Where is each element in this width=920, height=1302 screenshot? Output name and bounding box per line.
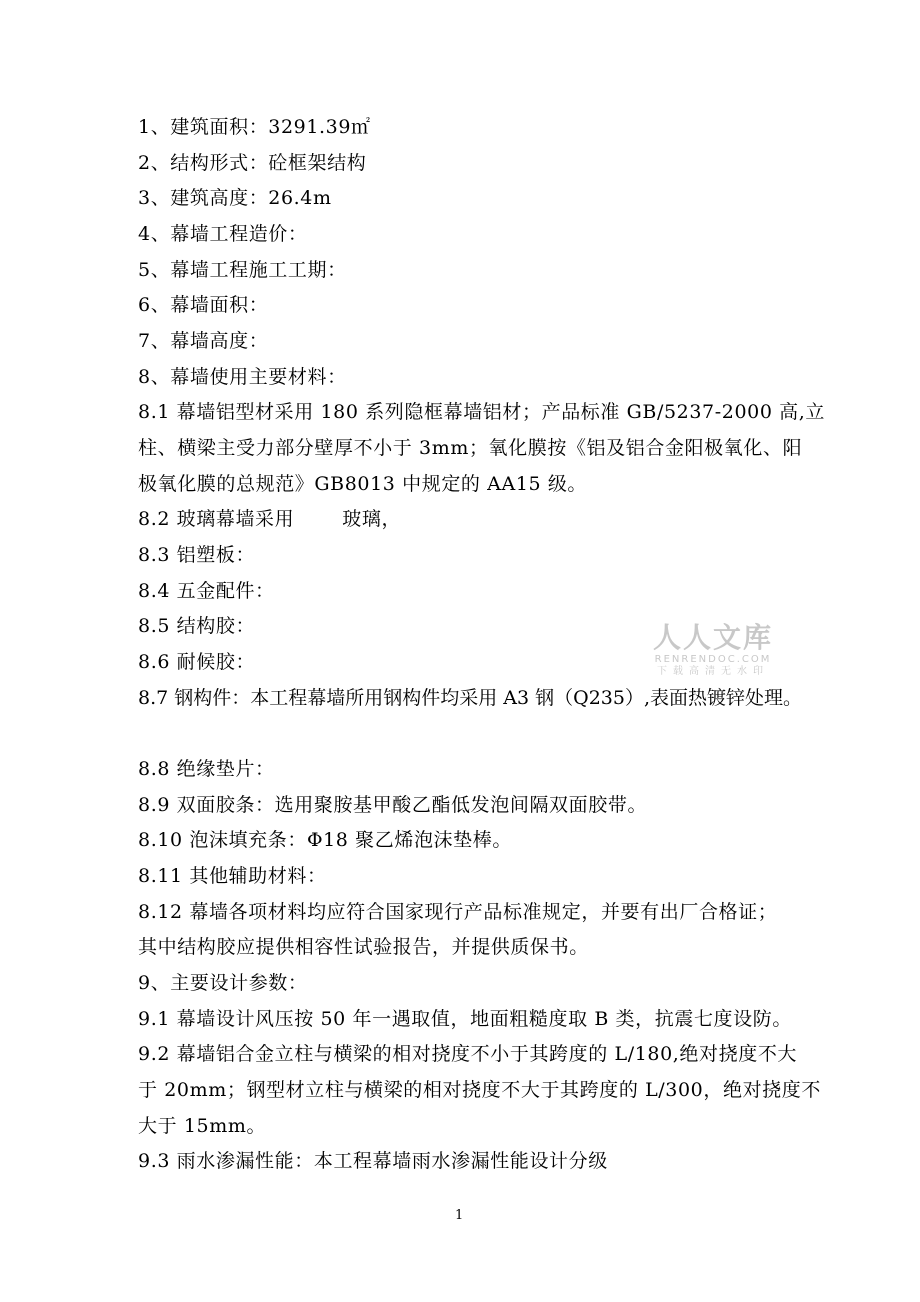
text-line-curtain-wall-cost: 4、幕墙工程造价：: [138, 223, 308, 245]
text-line-8-7: 8.7 钢构件：本工程幕墙所用钢构件均采用 A3 钢（Q235）,表面热镀锌处理。: [138, 687, 803, 709]
text-line-8-1-part3: 极氧化膜的总规范》GB8013 中规定的 AA15 级。: [138, 473, 588, 495]
text-line-9-2-part3: 大于 15mm。: [138, 1115, 267, 1137]
page-number: 1: [455, 1208, 464, 1223]
text-line-main-materials: 8、幕墙使用主要材料：: [138, 366, 347, 388]
text-line-8-5: 8.5 结构胶：: [138, 615, 256, 637]
text-8-2-tail: 玻璃，: [342, 508, 402, 530]
text-line-construction-period: 5、幕墙工程施工工期：: [138, 259, 347, 281]
text-line-8-1-part2: 柱、横梁主受力部分壁厚不小于 3mm；氧化膜按《铝及铝合金阳极氧化、阳: [138, 437, 803, 459]
text-line-8-12-part1: 8.12 幕墙各项材料均应符合国家现行产品标准规定，并要有出厂合格证；: [138, 901, 778, 923]
text-line-structure-type: 2、结构形式：砼框架结构: [138, 152, 367, 174]
text-line-8-11: 8.11 其他辅助材料：: [138, 865, 327, 887]
text-line-building-area: 1、建筑面积：3291.39㎡: [138, 116, 371, 138]
text-line-8-10: 8.10 泡沫填充条：Φ18 聚乙烯泡沫垫棒。: [138, 829, 512, 851]
watermark-logo: [648, 622, 778, 678]
text-line-curtain-wall-height: 7、幕墙高度：: [138, 330, 269, 352]
text-line-8-9: 8.9 双面胶条：选用聚胺基甲酸乙酯低发泡间隔双面胶带。: [138, 794, 648, 816]
text-line-curtain-wall-area: 6、幕墙面积：: [138, 294, 269, 316]
text-8-2-lead: 8.2 玻璃幕墙采用: [138, 508, 295, 530]
text-line-8-8: 8.8 绝缘垫片：: [138, 758, 275, 780]
text-line-8-3: 8.3 铝塑板：: [138, 544, 256, 566]
text-line-9-3: 9.3 雨水渗漏性能：本工程幕墙雨水渗漏性能设计分级: [138, 1150, 608, 1172]
watermark-url: RENRENDOC.COM: [654, 654, 772, 665]
text-line-8-6: 8.6 耐候胶：: [138, 651, 256, 673]
text-line-9-2-part2: 于 20mm；钢型材立柱与横梁的相对挠度不大于其跨度的 L/300，绝对挠度不: [138, 1079, 821, 1101]
text-line-8-4: 8.4 五金配件：: [138, 580, 275, 602]
watermark-title: 人人文库: [652, 621, 773, 654]
watermark-subtitle: 下载高清无水印: [657, 666, 769, 677]
text-line-building-height: 3、建筑高度：26.4m: [138, 187, 332, 209]
text-line-8-2: [138, 506, 401, 532]
text-line-design-params: 9、主要设计参数：: [138, 972, 308, 994]
text-line-9-1: 9.1 幕墙设计风压按 50 年一遇取值，地面粗糙度取 B 类，抗震七度设防。: [138, 1008, 792, 1030]
text-line-8-12-part2: 其中结构胶应提供相容性试验报告，并提供质保书。: [138, 936, 589, 958]
text-line-9-2-part1: 9.2 幕墙铝合金立柱与横梁的相对挠度不小于其跨度的 L/180,绝对挠度不大: [138, 1043, 798, 1065]
text-line-8-1-part1: 8.1 幕墙铝型材采用 180 系列隐框幕墙铝材；产品标准 GB/5237-2000 高,立: [138, 401, 825, 423]
